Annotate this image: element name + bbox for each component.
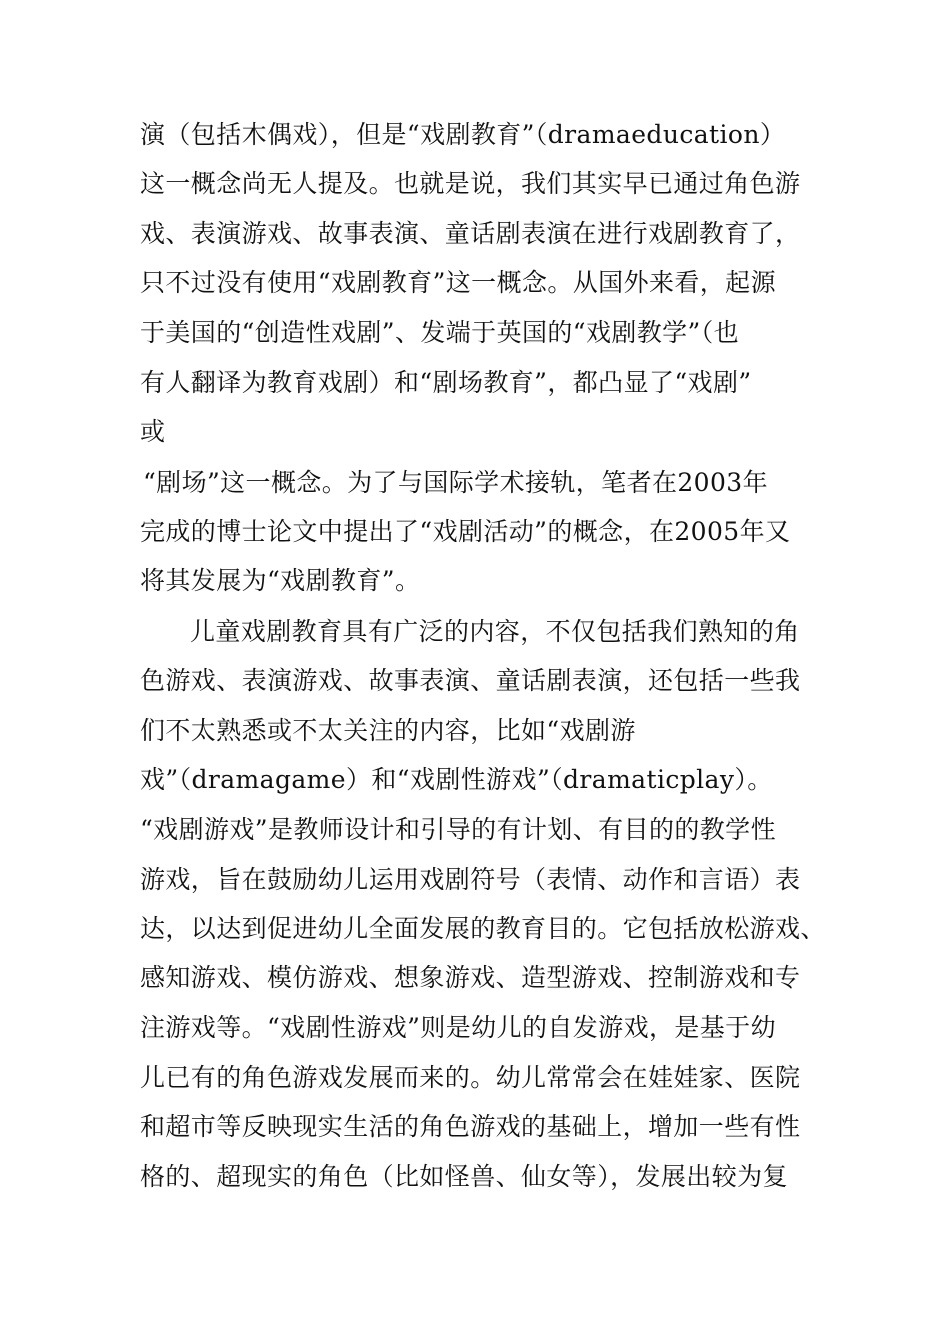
text-line: 儿已有的角色游戏发展而来的。幼儿常常会在娃娃家、医院 (140, 1063, 801, 1092)
text-line: 格的、超现实的角色（比如怪兽、仙女等），发展出较为复 (140, 1162, 788, 1191)
text-line: 戏”（dramagame）和“戏剧性游戏”（dramaticplay）。 (140, 765, 773, 794)
text-line: 有人翻译为教育戏剧）和“剧场教育”，都凸显了“戏剧” (140, 368, 752, 397)
text-line: 演（包括木偶戏），但是“戏剧教育”（dramaeducation） (140, 120, 786, 149)
text-line: 或 (140, 417, 166, 446)
text-line: 们不太熟悉或不太关注的内容，比如“戏剧游 (140, 716, 636, 745)
text-line: 戏、表演游戏、故事表演、童话剧表演在进行戏剧教育了， (140, 219, 801, 248)
text-line: 这一概念尚无人提及。也就是说，我们其实早已通过角色游 (140, 169, 801, 198)
text-line: 和超市等反映现实生活的角色游戏的基础上，增加一些有性 (140, 1112, 801, 1141)
text-line: 游戏，旨在鼓励幼儿运用戏剧符号（表情、动作和言语）表 (140, 865, 801, 894)
text-line: 于美国的“创造性戏剧”、发端于英国的“戏剧教学”（也 (140, 318, 740, 347)
text-line: 色游戏、表演游戏、故事表演、童话剧表演，还包括一些我 (140, 666, 801, 695)
text-line: 只不过没有使用“戏剧教育”这一概念。从国外来看，起源 (140, 268, 776, 297)
text-line: 将其发展为“戏剧教育”。 (140, 566, 421, 595)
text-line: 感知游戏、模仿游戏、想象游戏、造型游戏、控制游戏和专 (140, 963, 801, 992)
text-line: 完成的博士论文中提出了“戏剧活动”的概念，在2005年又 (140, 517, 791, 546)
text-line: 达，以达到促进幼儿全面发展的教育目的。它包括放松游戏、 (140, 914, 826, 943)
text-line: “剧场”这一概念。为了与国际学术接轨，笔者在2003年 (143, 468, 768, 497)
paragraph-first-line: 儿童戏剧教育具有广泛的内容，不仅包括我们熟知的角 (190, 617, 800, 646)
text-line: 注游戏等。“戏剧性游戏”则是幼儿的自发游戏，是基于幼 (140, 1013, 776, 1042)
text-line: “戏剧游戏”是教师设计和引导的有计划、有目的的教学性 (140, 815, 776, 844)
